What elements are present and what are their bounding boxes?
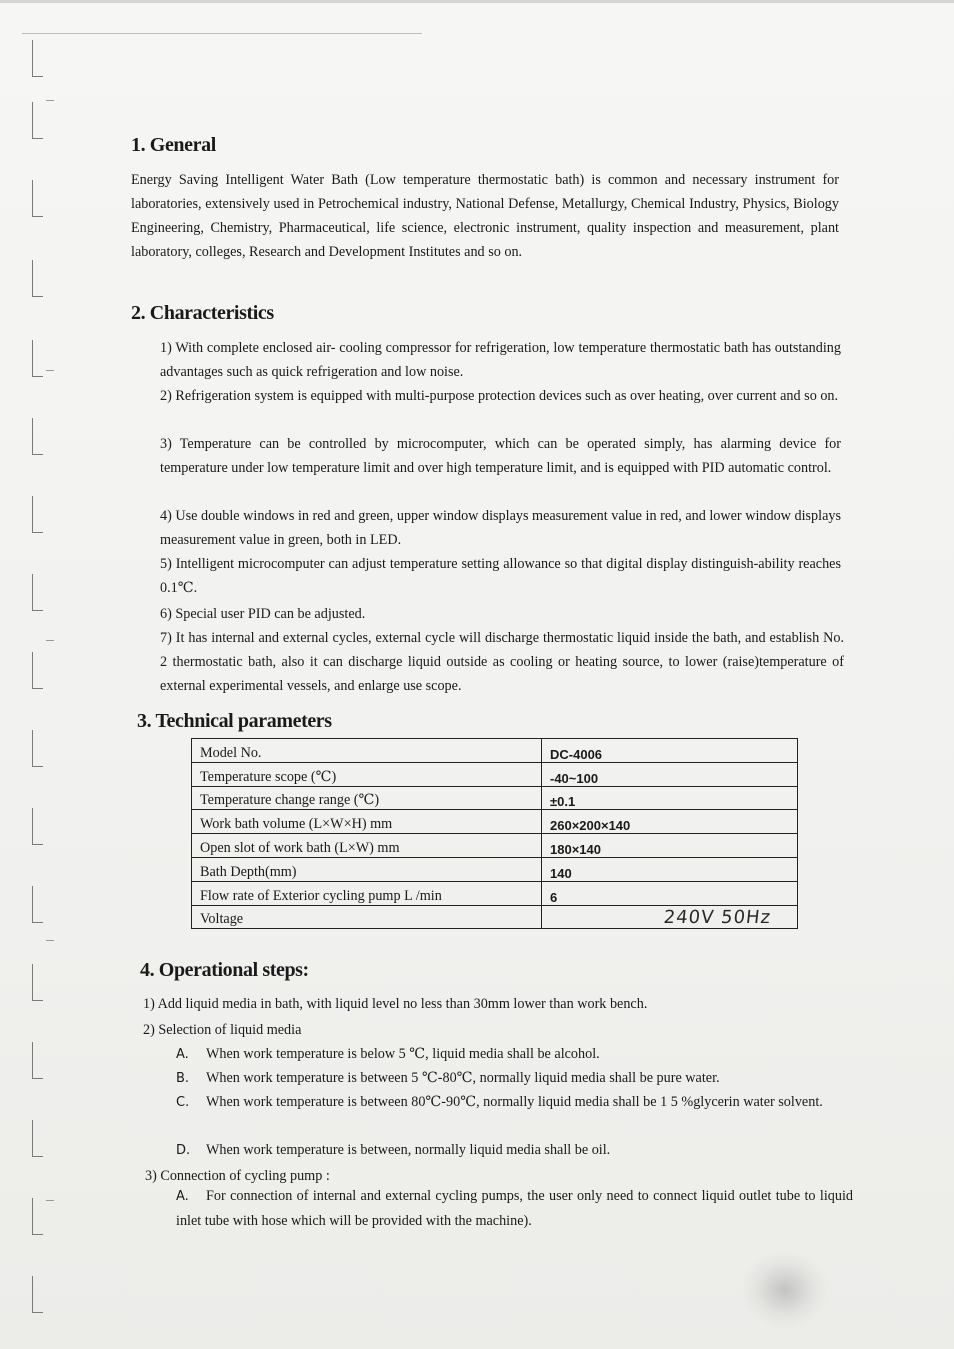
- binding-tick: [46, 1200, 54, 1201]
- media-option-text: When work temperature is between 80℃-90℃, normally liquid media shall be 1 5 %glycerin water solvent.: [206, 1094, 823, 1110]
- technical-parameters-table: [191, 738, 798, 929]
- param-label: Bath Depth(mm): [192, 857, 542, 881]
- operational-step: 2) Selection of liquid media: [143, 1022, 302, 1038]
- binding-mark: [32, 964, 43, 1001]
- table-row: [192, 857, 798, 881]
- param-value: -40~100: [542, 762, 798, 786]
- param-value: DC-4006: [542, 739, 798, 763]
- binding-margin: [28, 40, 54, 1330]
- binding-mark: [32, 730, 43, 767]
- binding-tick: [46, 940, 54, 941]
- section-heading-general: 1. General: [131, 134, 216, 156]
- media-option-text: When work temperature is between 5 ℃-80℃, normally liquid media shall be pure water.: [206, 1070, 720, 1086]
- binding-mark: [32, 340, 43, 377]
- binding-mark: [32, 260, 43, 297]
- param-value: 260×200×140: [542, 810, 798, 834]
- handwritten-voltage: 240V 50Hz: [662, 907, 773, 929]
- binding-mark: [32, 1120, 43, 1157]
- media-option-text: When work temperature is between, normally liquid media shall be oil.: [206, 1142, 611, 1158]
- media-option-text: When work temperature is below 5 ℃, liquid media shall be alcohol.: [206, 1046, 600, 1062]
- page-top-edge: [0, 0, 954, 3]
- table-row: [192, 881, 798, 905]
- header-rule: [22, 33, 422, 34]
- table-row: [192, 834, 798, 858]
- binding-mark: [32, 1276, 43, 1313]
- media-option-letter: C.: [176, 1095, 190, 1110]
- binding-mark: [32, 1042, 43, 1079]
- binding-mark: [32, 180, 43, 217]
- param-value: 6: [542, 881, 798, 905]
- characteristic-item: 7) It has internal and external cycles, external cycle will discharge thermostatic liquid inside the bath, and establish No. 2 thermostatic bath, also it can discharge liquid outside as cooling or heating source, to lower (raise)temperature of external experimental vessels, and enlarge use scope.: [160, 630, 844, 694]
- binding-mark: [32, 886, 43, 923]
- binding-mark: [32, 496, 43, 533]
- binding-tick: [46, 640, 54, 641]
- param-label: Voltage: [192, 905, 542, 929]
- param-value: 180×140: [542, 834, 798, 858]
- binding-tick: [46, 370, 54, 371]
- characteristic-item: 1) With complete enclosed air- cooling compressor for refrigeration, low temperature thermostatic bath has outstanding advantages such as quick refrigeration and low noise.: [160, 340, 841, 380]
- section-heading-characteristics: 2. Characteristics: [131, 302, 274, 324]
- scan-smudge: [740, 1250, 830, 1330]
- media-option-letter: D.: [176, 1143, 191, 1158]
- section-heading-technical: 3. Technical parameters: [137, 710, 332, 732]
- characteristic-item: 4) Use double windows in red and green, upper window displays measurement value in red, and lower window displays measurement value in green, both in LED.: [160, 508, 841, 548]
- pump-instruction-text: For connection of internal and external cycling pumps, the user only need to connect liquid outlet tube to liquid inlet tube with hose which will be provided with the machine).: [176, 1188, 853, 1229]
- operational-step: 3) Connection of cycling pump :: [145, 1168, 330, 1184]
- characteristic-item: 5) Intelligent microcomputer can adjust temperature setting allowance so that digital display distinguish-ability reaches 0.1℃.: [160, 556, 841, 596]
- section-heading-operational: 4. Operational steps:: [140, 959, 309, 981]
- general-paragraph: Energy Saving Intelligent Water Bath (Low temperature thermostatic bath) is common and necessary instrument for laboratories, extensively used in Petrochemical industry, National Defense, Metallurgy, Chemical Industry, Physics, Biology Engineering, Chemistry, Pharmaceutical, life science, electronic instrument, quality inspection and measurement, plant laboratory, colleges, Research and Development Institutes and so on.: [131, 172, 839, 260]
- param-value: 140: [542, 857, 798, 881]
- param-label: Flow rate of Exterior cycling pump L /min: [192, 881, 542, 905]
- characteristic-item: 3) Temperature can be controlled by microcomputer, which can be operated simply, has alarming device for temperature under low temperature limit and over high temperature limit, and is equipped with PID automatic control.: [160, 436, 841, 476]
- media-option: [176, 1066, 856, 1091]
- param-label: Temperature change range (℃): [192, 786, 542, 810]
- binding-mark: [32, 574, 43, 611]
- binding-mark: [32, 418, 43, 455]
- table-row: [192, 739, 798, 763]
- media-option: [176, 1138, 856, 1163]
- param-value: ±0.1: [542, 786, 798, 810]
- binding-mark: [32, 652, 43, 689]
- param-value-handwritten: [542, 905, 798, 929]
- characteristic-item: 6) Special user PID can be adjusted.: [160, 606, 366, 622]
- param-label: Model No.: [192, 739, 542, 763]
- pump-instruction: [176, 1184, 853, 1233]
- media-option-letter: B.: [176, 1071, 190, 1086]
- binding-mark: [32, 40, 43, 77]
- binding-mark: [32, 102, 43, 139]
- table-row: [192, 810, 798, 834]
- media-option-letter: A.: [176, 1047, 189, 1062]
- param-label: Temperature scope (℃): [192, 762, 542, 786]
- binding-tick: [46, 100, 54, 101]
- table-row: [192, 905, 798, 929]
- table-row: [192, 762, 798, 786]
- pump-instruction-letter: A.: [176, 1189, 189, 1204]
- binding-mark: [32, 808, 43, 845]
- operational-step: 1) Add liquid media in bath, with liquid level no less than 30mm lower than work bench.: [143, 996, 648, 1012]
- characteristic-item: 2) Refrigeration system is equipped with multi-purpose protection devices such as over heating, over current and so on.: [160, 388, 839, 404]
- media-option: [176, 1090, 856, 1115]
- media-option: [176, 1042, 856, 1067]
- param-label: Work bath volume (L×W×H) mm: [192, 810, 542, 834]
- table-row: [192, 786, 798, 810]
- param-label: Open slot of work bath (L×W) mm: [192, 834, 542, 858]
- binding-mark: [32, 1198, 43, 1235]
